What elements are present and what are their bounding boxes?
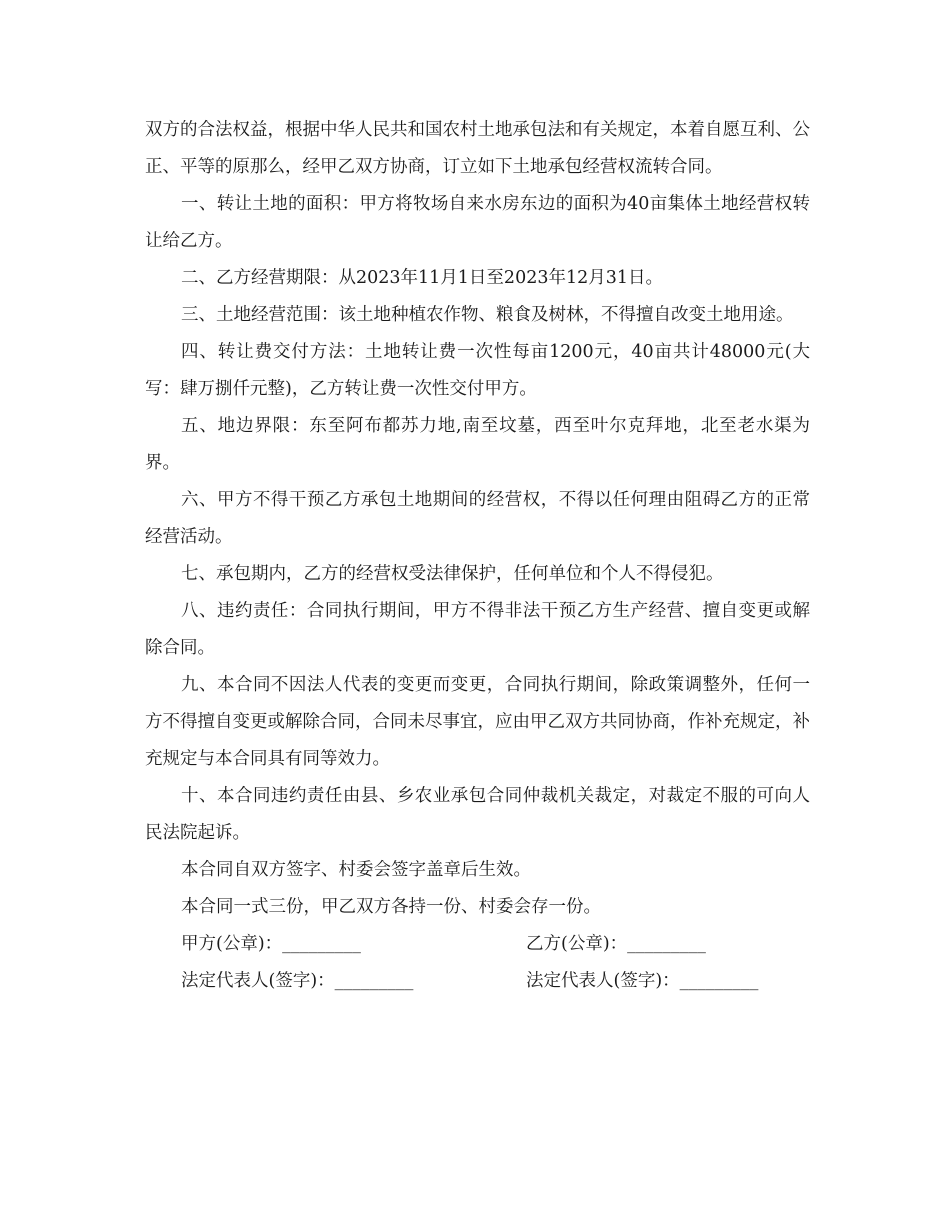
clause-8-liability: 八、违约责任：合同执行期间，甲方不得非法干预乙方生产经营、擅自变更或解除合同。 bbox=[145, 601, 810, 658]
clause-3-scope: 三、土地经营范围：该土地种植农作物、粮食及树林，不得擅自改变土地用途。 bbox=[181, 305, 794, 325]
clause-4-payment: 四、转让费交付方法：土地转让费一次性每亩1200元，40亩共计48000元(大写：肆万捌仟元整)，乙方转让费一次性交付甲方。 bbox=[145, 342, 810, 399]
contract-paragraph-intro: 双方的合法权益，根据中华人民共和国农村土地承包法和有关规定，本着自愿互利、公正、平等的原那么，经甲乙双方协商，订立如下土地承包经营权流转合同。 bbox=[145, 120, 810, 177]
contract-body bbox=[145, 112, 810, 1000]
clause-7-protection: 七、承包期内，乙方的经营权受法律保护，任何单位和个人不得侵犯。 bbox=[181, 564, 724, 584]
effective-clause: 本合同自双方签字、村委会签字盖章后生效。 bbox=[181, 860, 531, 880]
clause-10-arbitration: 十、本合同违约责任由县、乡农业承包合同仲裁机关裁定，对裁定不服的可向人民法院起诉。 bbox=[145, 786, 810, 843]
party-a-representative-field: 法定代表人(签字)：_________ bbox=[181, 971, 414, 991]
clause-5-boundaries: 五、地边界限：东至阿布都苏力地,南至坟墓，西至叶尔克拜地，北至老水渠为界。 bbox=[145, 416, 810, 473]
signature-row-representative bbox=[145, 963, 810, 1000]
clause-2-term: 二、乙方经营期限：从2023年11月1日至2023年12月31日。 bbox=[181, 268, 664, 288]
signature-row-seal bbox=[145, 926, 810, 963]
party-b-seal-field: 乙方(公章)：_________ bbox=[526, 934, 706, 954]
clause-9-representative: 九、本合同不因法人代表的变更而变更，合同执行期间，除政策调整外，任何一方不得擅自变更或解除合同，合同未尽事宜，应由甲乙双方共同协商，作补充规定，补充规定与本合同具有同等效力。 bbox=[145, 675, 810, 769]
party-a-seal-field: 甲方(公章)：_________ bbox=[181, 934, 361, 954]
party-b-representative-field: 法定代表人(签字)：_________ bbox=[526, 971, 759, 991]
clause-1-area: 一、转让土地的面积：甲方将牧场自来水房东边的面积为40亩集体土地经营权转让给乙方。 bbox=[145, 194, 810, 251]
clause-6-non-interference: 六、甲方不得干预乙方承包土地期间的经营权，不得以任何理由阻碍乙方的正常经营活动。 bbox=[145, 490, 810, 547]
copies-clause: 本合同一式三份，甲乙双方各持一份、村委会存一份。 bbox=[181, 897, 601, 917]
